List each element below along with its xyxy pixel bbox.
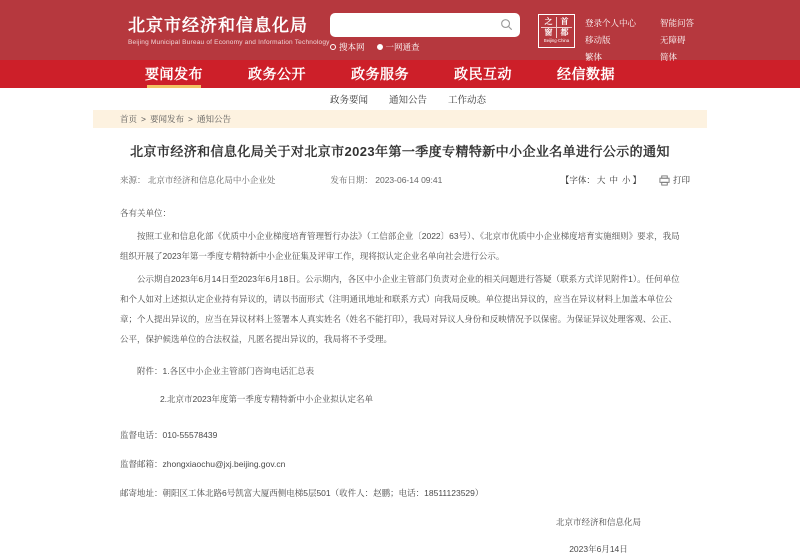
signature-org: 北京市经济和信息化局 [555, 517, 641, 527]
attachment-link-1[interactable]: 1.各区中小企业主管部门咨询电话汇总表 [162, 366, 315, 376]
content-container [93, 110, 707, 559]
print-label: 打印 [672, 175, 690, 185]
article-publish-date: 发布日期： 2023-06-14 09:41 [330, 175, 443, 185]
salutation: 各有关单位： [120, 208, 172, 218]
attachments [120, 361, 680, 409]
nav-item-news[interactable]: 要闻发布 [145, 60, 203, 88]
breadcrumb-news[interactable]: 要闻发布 [149, 114, 184, 124]
site-brand[interactable] [128, 11, 330, 46]
capital-window-logo[interactable] [538, 14, 575, 48]
search-scope-options [330, 41, 520, 53]
scope-option-label: 搜本网 [339, 42, 365, 52]
signature-block [120, 512, 680, 559]
link-smart-qa[interactable]: 智能问答 [660, 18, 695, 28]
subnav-item-gov-news[interactable]: 政务要闻 [330, 95, 369, 106]
quick-links [585, 17, 694, 63]
nav-item-gov-disclosure[interactable]: 政务公开 [248, 66, 306, 82]
seal-char: 都 [557, 28, 572, 38]
site-header [0, 0, 800, 60]
radio-unselected-icon [330, 44, 336, 50]
contact-info [120, 425, 680, 503]
scope-option-site[interactable] [330, 41, 365, 53]
search-box [330, 13, 520, 37]
seal-char: 之 [541, 17, 556, 27]
article-title: 北京市经济和信息化局关于对北京市2023年第一季度专精特新中小企业名单进行公示的通知 [130, 144, 670, 159]
scope-option-citywide[interactable] [377, 41, 420, 53]
font-size-large-button[interactable]: 大 [596, 175, 606, 185]
breadcrumb [93, 110, 707, 128]
search-area [330, 13, 520, 53]
supervision-email: 监督邮箱：zhongxiaochu@jxj.beijing.gov.cn [120, 459, 286, 469]
link-mobile-version[interactable]: 移动版 [585, 35, 611, 45]
breadcrumb-separator: > [188, 114, 193, 124]
seal-char: 窗 [541, 28, 556, 38]
font-size-medium-button[interactable]: 中 [609, 175, 618, 185]
seal-char: 首 [557, 17, 572, 27]
link-accessibility[interactable]: 无障碍 [660, 35, 686, 45]
search-input[interactable] [330, 13, 520, 37]
article-meta [93, 173, 707, 187]
site-title: 北京市经济和信息化局 [128, 16, 308, 35]
font-size-small-button[interactable]: 小 [621, 175, 631, 185]
breadcrumb-separator: > [141, 114, 146, 124]
capital-window-seal [541, 17, 572, 38]
article-source: 来源： 北京市经济和信息化局中小企业处 [120, 175, 276, 185]
supervision-phone: 监督电话：010-55578439 [120, 430, 218, 440]
subnav-item-work-updates[interactable]: 工作动态 [448, 95, 487, 106]
nav-item-public-interaction[interactable]: 政民互动 [454, 66, 512, 82]
sub-nav [0, 88, 800, 110]
font-size-control [561, 174, 641, 186]
attachment-link-2[interactable]: 2.北京市2023年度第一季度专精特新中小企业拟认定名单 [159, 394, 373, 404]
link-traditional-chinese[interactable]: 繁体 [585, 52, 603, 62]
mailing-address: 邮寄地址：朝阳区工体北路6号凯富大厦西侧电梯5层501（收件人：赵鹏；电话：18511123529） [120, 488, 484, 498]
radio-selected-icon [377, 44, 383, 50]
nav-item-economic-data[interactable]: 经信数据 [557, 66, 615, 82]
print-button[interactable] [659, 174, 690, 186]
signature-date: 2023年6月14日 [569, 544, 628, 554]
subnav-item-notices[interactable]: 通知公告 [389, 95, 428, 106]
article-body [93, 187, 707, 559]
breadcrumb-notices[interactable]: 通知公告 [196, 114, 231, 124]
paragraph: 按照工业和信息化部《优质中小企业梯度培育管理暂行办法》（工信部企业〔2022〕63号）、《北京市优质中小企业梯度培育实施细则》要求，我局组织开展了2023年第一季度专精特新中小企业征集及评审工作，现将拟认定企业名单向社会进行公示。 [120, 231, 680, 261]
font-size-label: 【字体： [560, 175, 595, 185]
scope-option-label: 一网通查 [385, 42, 420, 52]
link-login-personal-center[interactable]: 登录个人中心 [585, 18, 637, 28]
printer-icon [659, 175, 670, 186]
font-size-label: 】 [632, 175, 641, 185]
nav-item-gov-services[interactable]: 政务服务 [351, 66, 409, 82]
breadcrumb-home[interactable]: 首页 [120, 114, 138, 124]
attachments-label: 附件： [137, 366, 163, 376]
seal-caption: Beijing·China [543, 38, 570, 44]
search-icon[interactable] [500, 18, 513, 31]
paragraph: 公示期自2023年6月14日至2023年6月18日。公示期内，各区中小企业主管部门负责对企业的相关问题进行答疑（联系方式详见附件1）。任何单位和个人如对上述拟认定企业持有异议的，请以书面形式（注明通讯地址和联系方式）向我局反映。单位提出异议的，应当在异议材料上加盖本单位公章；个人提出异议的，应当在异议材料上签署本人真实姓名（姓名不能打印），我局对异议人身份和反映情况予以保密。为保证异议处理客观、公正、公平，保护候选单位的合法权益，凡匿名提出异议的，我局将不予受理。 [120, 274, 680, 344]
link-simplified-chinese[interactable]: 简体 [660, 52, 678, 62]
site-subtitle: Beijing Municipal Bureau of Economy and Information Technology [128, 39, 330, 46]
main-nav [0, 60, 800, 88]
